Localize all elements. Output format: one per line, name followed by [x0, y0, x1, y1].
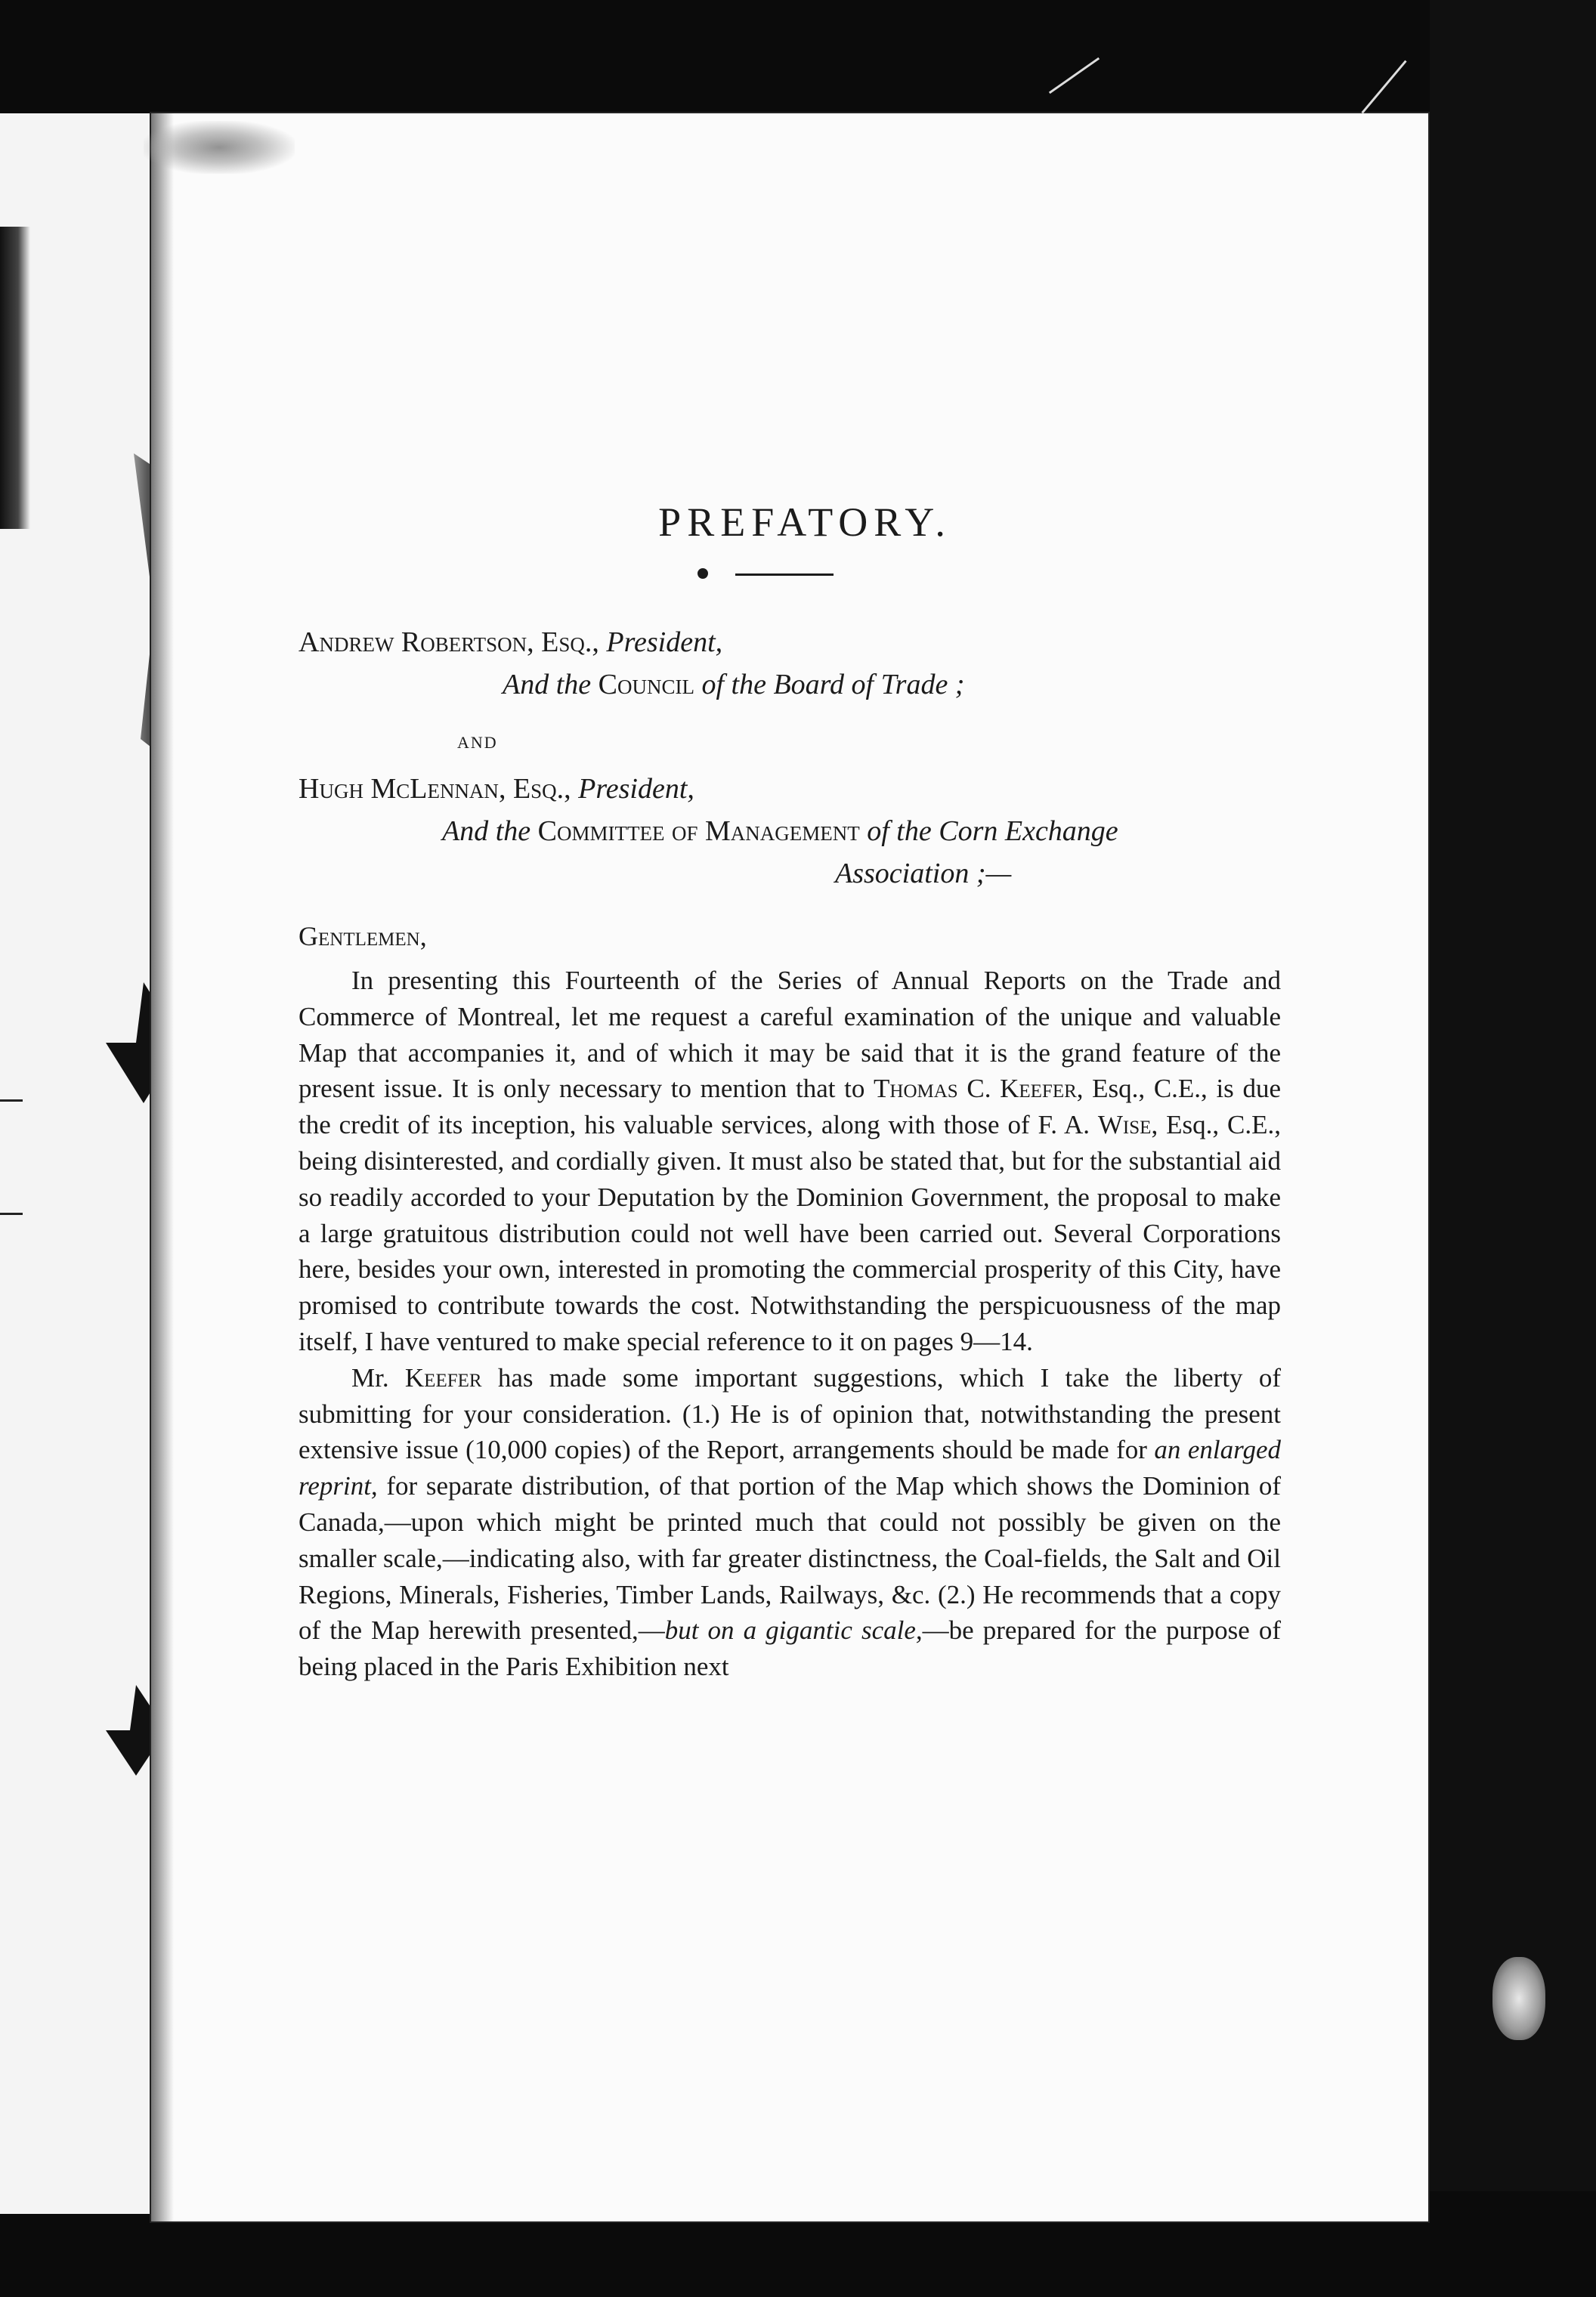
addressee-1-honorific: Esq.	[541, 626, 592, 658]
paragraph-1-text: , Esq., C.E., being disinterested, and cordially given. It must also be stated that, but for the substantial aid so readily accorded to your Deputation by the Dominion Government, the proposal to make a large gratuitous distribution could not well have been carried out. Several Corporations here, besides your own, interested in promoting the commercial prosperity of this City, have promised to contribute towards the cost. Notwithstanding the perspicuousness of the map itself, I have ventured to make special reference to it on pages 9—14.	[298, 1110, 1281, 1356]
scanner-background-top	[0, 0, 1596, 121]
addressee-2-body-line-3: Association ;—	[835, 858, 1012, 889]
paragraph-2-text: for separate distribution, of that portion of the Map which shows the Dominion of Canada,—upon which might be printed much that could not possibly be given on the smaller scale,—indicating also, with far greater distinctness, the Coal-fields, the Salt and Oil Regions, Minerals, Fisheries, Timber Lands, Railways, &c. (2.) He recommends that a copy of the Map herewith presented,—	[298, 1471, 1281, 1646]
person-name: Keefer	[404, 1362, 482, 1393]
addressee-1-role: President,	[606, 626, 723, 658]
addressee-1-body: Council	[598, 669, 694, 700]
title-ornament	[298, 561, 1281, 591]
emphasis-text: but on a gigantic scale,	[664, 1615, 923, 1646]
addressee-2-body-post: of the Corn Exchange	[867, 815, 1118, 847]
facing-page-shadow	[0, 227, 30, 529]
page-smudge	[144, 121, 295, 174]
paragraph-2-text: Mr.	[351, 1362, 405, 1393]
addressee-2-name: Hugh McLennan	[298, 773, 499, 805]
paragraph-1-text: In presenting this Fourteenth of the Series of Annual Reports on the Trade and Commerce of Montreal, let me request a careful examination of the unique and valuable Map that accompanies it, and of which it may be said that it is the grand feature of the present issue. It is only necessary to mention that to	[298, 966, 1281, 1104]
paragraph-1-text: , Esq., C.E., is due the credit of its inception, his valuable services, along with those of F. A.	[298, 1074, 1281, 1140]
margin-mark	[0, 1213, 23, 1215]
addressee-1-body-post: of the Board of Trade ;	[701, 669, 965, 700]
addressee-2-line: Hugh McLennan, Esq., President,	[298, 773, 694, 805]
paragraph-2-text: has made some important suggestions, which I take the liberty of submitting for your consideration. (1.) He is of opinion that, notwithstanding the present extensive issue (10,000 copies) of the Report, arrangements should be made for	[298, 1362, 1281, 1465]
person-name: Thomas C. Keefer	[874, 1074, 1077, 1104]
page-content	[298, 499, 1281, 1685]
scanner-background-right	[1430, 0, 1596, 2297]
addressee-2-body-line	[298, 810, 1281, 852]
addressee-2-body-pre: And the	[442, 815, 531, 847]
and-conjunction: AND	[457, 733, 498, 752]
addressee-1-body-pre: And the	[503, 669, 592, 700]
margin-mark	[0, 1099, 23, 1102]
addressee-1-body-line	[298, 663, 1281, 706]
letter-body	[298, 963, 1281, 1685]
emphasis-text: an enlarged reprint,	[298, 1435, 1281, 1501]
paragraph-1	[298, 963, 1281, 1360]
ornament-rule	[735, 573, 834, 576]
ornament-dot	[697, 568, 708, 579]
addressee-2-honorific: Esq.	[512, 773, 564, 805]
addressee-1-line: Andrew Robertson, Esq., President,	[298, 626, 723, 658]
page-title: PREFATORY.	[658, 499, 951, 545]
salutation: Gentlemen,	[298, 921, 427, 951]
addressee-2-body: Committee of Management	[537, 815, 860, 847]
addressee-2-role: President,	[578, 773, 694, 805]
paragraph-2	[298, 1360, 1281, 1685]
scanner-artifact	[1492, 1957, 1545, 2040]
page-gutter-shadow	[151, 113, 174, 2221]
paragraph-2-text: —be prepared for the purpose of being placed in the Paris Exhibition next	[298, 1615, 1282, 1682]
addressee-1-name: Andrew Robertson	[298, 626, 527, 658]
person-name: Wise	[1097, 1110, 1152, 1140]
